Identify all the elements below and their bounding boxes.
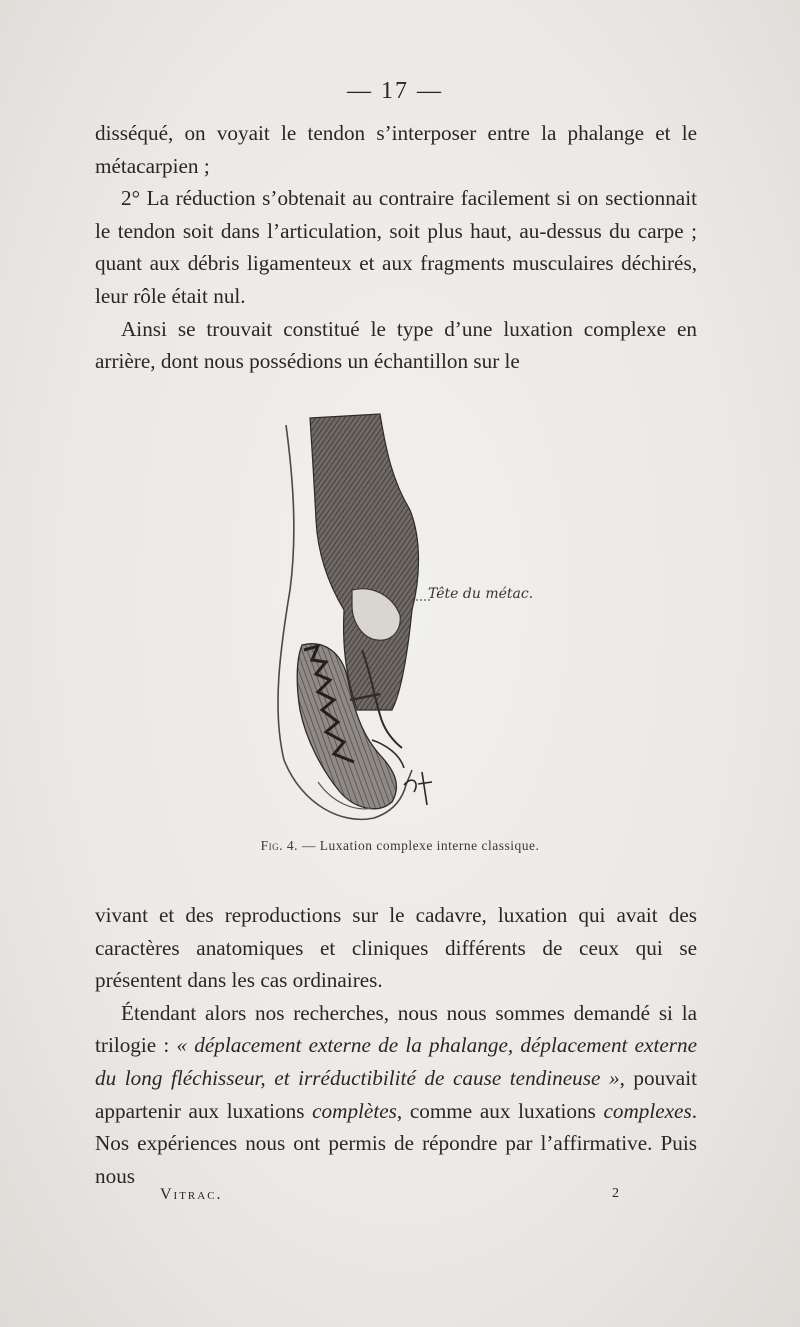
paragraph-5 — [95, 997, 697, 1193]
footer-signature-mark: 2 — [612, 1186, 619, 1201]
paragraph-2: 2° La réduction s’obtenait au contraire facilement si on sectionnait le tendon soit dans l’articulation, soit plus haut, au-dessus du carpe ; quant aux débris ligamenteux et aux fragments musculaires déchirés, leur rôle était nul. — [95, 186, 697, 308]
page-number: — 17 — — [347, 78, 443, 104]
figure-caption-text: — Luxation complexe interne classique. — [297, 838, 540, 853]
hand-drawing — [262, 410, 562, 830]
paragraph-5-quote: « déplacement externe de la phalange, déplacement externe du long fléchisseur, et irréductibilité de cause tendineuse » — [95, 1033, 697, 1090]
footer-author: Vitrac. — [160, 1186, 223, 1203]
paragraph-5-em-completes: complètes — [312, 1098, 397, 1123]
paragraph-3: Ainsi se trouvait constitué le type d’une luxation complexe en arrière, dont nous possédions un échantillon sur le — [95, 316, 697, 374]
paragraph-1: disséqué, on voyait le tendon s’interposer entre la phalange et le métacarpien ; — [95, 121, 697, 178]
paragraph-5-mid-1: , pouvait appartenir aux luxations — [95, 1065, 697, 1123]
figure-annotation: Tête du métac. — [428, 586, 534, 602]
paragraph-5-start: Étendant alors nos recherches, nous nous sommes demandé si la trilogie : — [95, 1000, 697, 1058]
paragraph-5-end: . Nos expériences nous ont permis de répondre par l’affirmative. Puis nous — [95, 1098, 697, 1188]
paragraph-4: vivant et des reproductions sur le cadavre, luxation qui avait des caractères anatomiques et cliniques différents de ceux qui se présentent dans les cas ordinaires. — [95, 903, 697, 993]
figure-hand-illustration — [262, 410, 562, 830]
figure-caption-label: Fig. 4. — [260, 838, 298, 853]
text-block-top — [95, 117, 697, 378]
paragraph-5-mid-2: , comme aux luxations — [396, 1098, 604, 1123]
paragraph-5-em-complexes: complexes — [603, 1098, 692, 1123]
text-block-bottom — [95, 899, 697, 1192]
figure-caption — [0, 838, 800, 854]
